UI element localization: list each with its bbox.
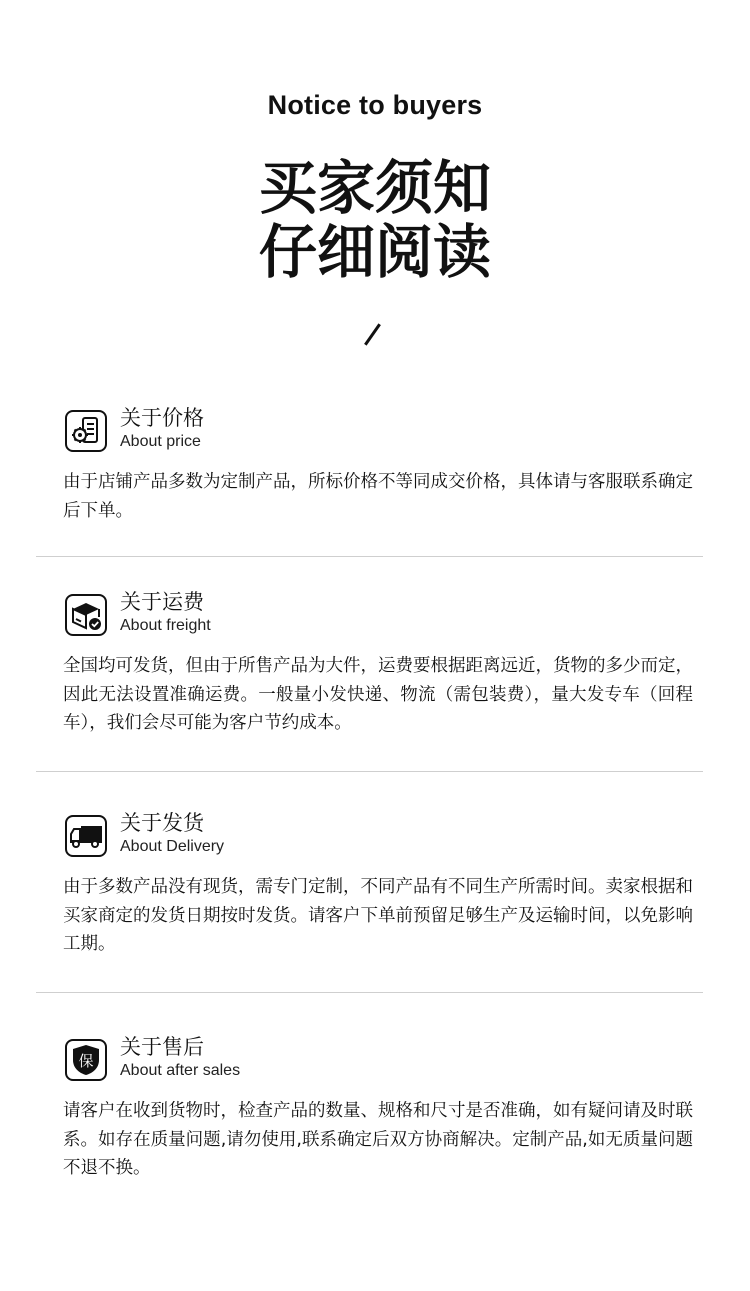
delivery-truck-icon xyxy=(65,815,107,857)
section-body: 请客户在收到货物时，检查产品的数量、规格和尺寸是否准确，如有疑问请及时联系。如存在质量问题,请勿使用,联系确定后双方协商解决。定制产品,如无质量问题不退不换。 xyxy=(63,1101,693,1178)
section-title-en: About Delivery xyxy=(120,838,225,855)
section-title-en: About freight xyxy=(120,617,211,634)
warranty-shield-label: 保 xyxy=(78,1052,94,1070)
section-title-en: About price xyxy=(120,433,201,450)
package-box-icon xyxy=(65,594,107,636)
section-divider xyxy=(36,556,703,557)
section-title: 关于发货 xyxy=(120,811,204,835)
section-divider xyxy=(36,771,703,772)
price-tag-gear-icon xyxy=(65,410,107,452)
warranty-shield-icon xyxy=(65,1039,107,1081)
section-title: 关于售后 xyxy=(120,1035,204,1059)
section-body: 由于多数产品没有现货，需专门定制，不同产品有不同生产所需时间。卖家根据和买家商定的发货日期按时发货。请客户下单前预留足够生产及运输时间，以免影响工期。 xyxy=(63,877,693,954)
section-title: 关于运费 xyxy=(120,590,204,614)
section-body: 由于店铺产品多数为定制产品，所标价格不等同成交价格，具体请与客服联系确定后下单。 xyxy=(63,472,693,521)
slash-divider-mark xyxy=(364,323,381,345)
section-body: 全国均可发货，但由于所售产品为大件，运费要根据距离远近，货物的多少而定，因此无法设置准确运费。一般量小发快递、物流（需包装费），量大发专车（回程车），我们会尽可能为客户节约成本。 xyxy=(63,656,693,733)
page-title xyxy=(0,156,750,284)
page-title-line2: 仔细阅读 xyxy=(258,218,491,286)
page-subtitle-en: Notice to buyers xyxy=(267,90,483,120)
page-title-line1: 买家须知 xyxy=(258,154,491,222)
section-divider xyxy=(36,992,703,993)
section-title-en: About after sales xyxy=(120,1062,241,1079)
section-title: 关于价格 xyxy=(120,406,204,430)
